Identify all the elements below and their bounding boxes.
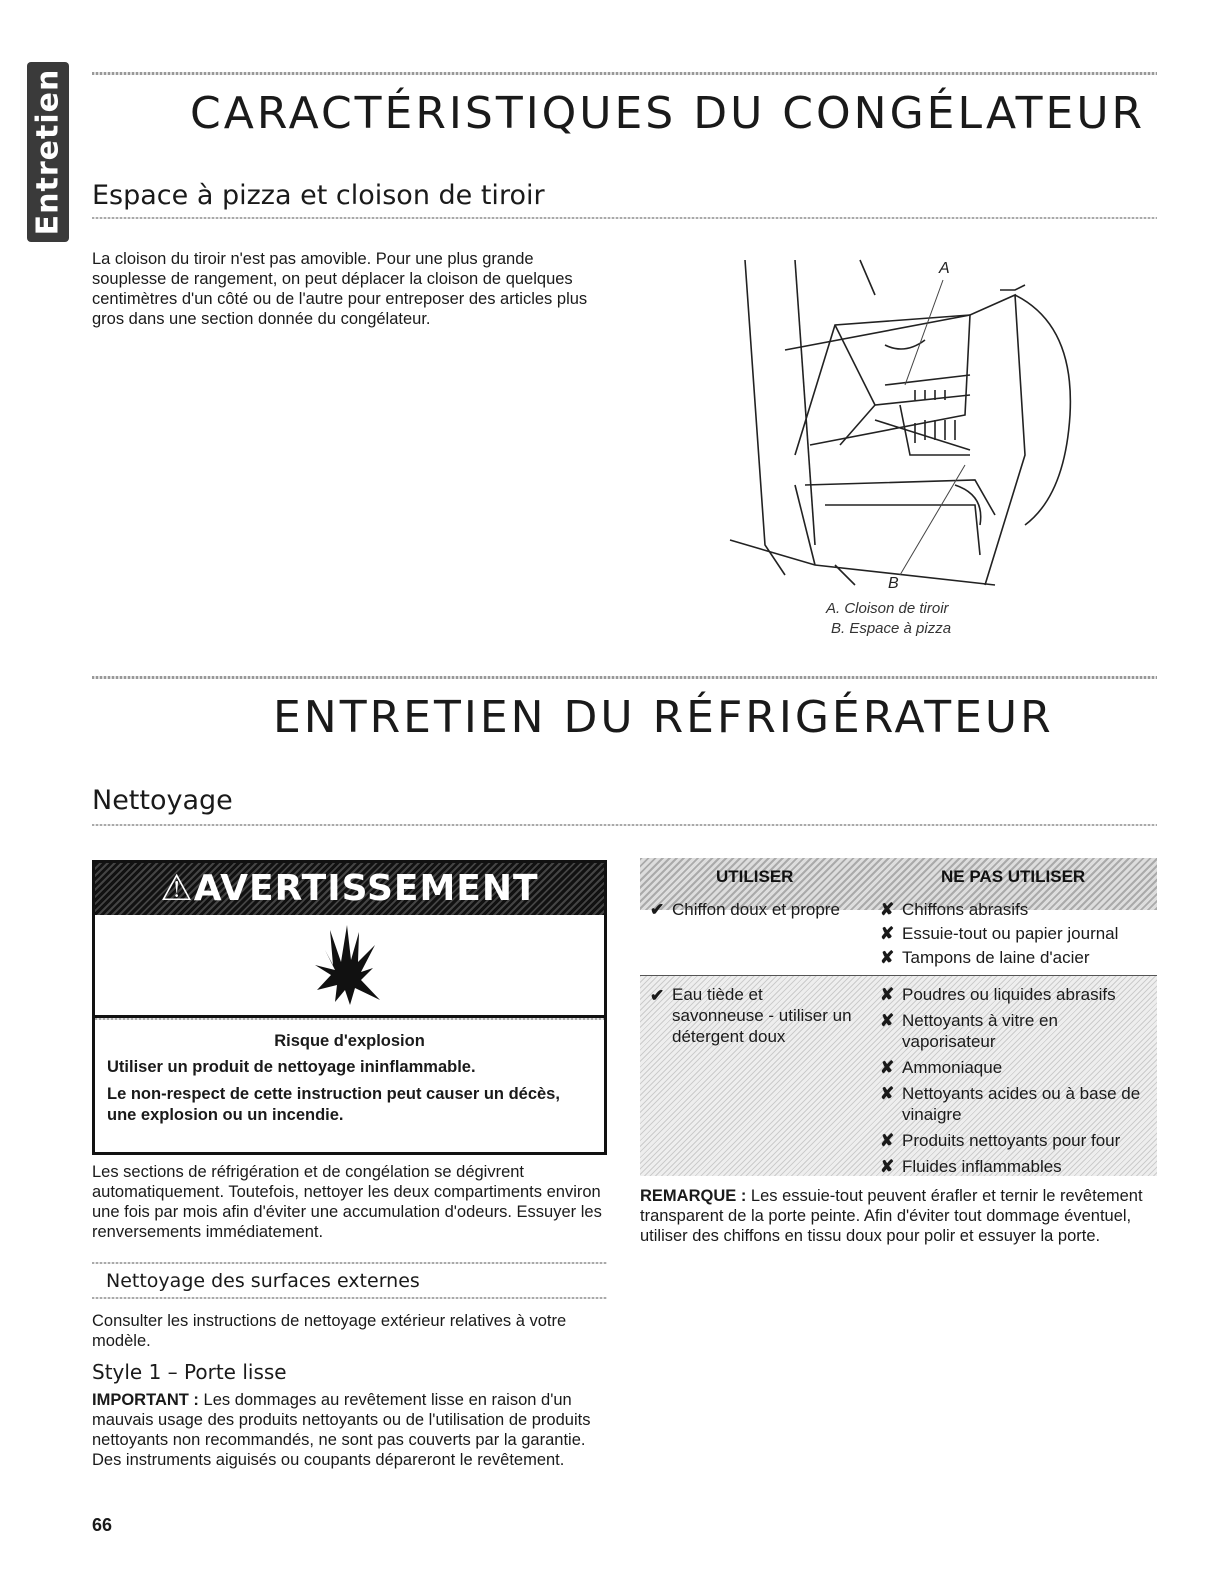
- section2-title: ENTRETIEN DU RÉFRIGÉRATEUR: [273, 692, 1054, 743]
- important-paragraph: [92, 1390, 607, 1470]
- use-row-2: ✔ Eau tiède et savonneuse - utiliser un détergent doux: [650, 985, 852, 1046]
- list-item: ✘ Tampons de laine d'acier: [880, 946, 1150, 970]
- explosion-icon: [295, 920, 405, 1010]
- figure-label-b: B: [888, 575, 899, 592]
- top-rule: [92, 72, 1157, 75]
- warning-box: [92, 860, 607, 1155]
- list-item: ✘ Poudres ou liquides abrasifs: [880, 985, 1116, 1004]
- check-icon: ✔: [650, 900, 665, 919]
- cross-icon: ✘: [880, 1058, 895, 1077]
- section1-subtitle: Espace à pizza et cloison de tiroir: [92, 180, 545, 211]
- external-rule-top: [92, 1262, 607, 1264]
- section2-rule: [92, 676, 1157, 679]
- figure-caption-a: A. Cloison de tiroir: [826, 600, 949, 617]
- style1-heading: Style 1 – Porte lisse: [92, 1360, 287, 1384]
- warning-line2: Le non-respect de cette instruction peut causer un décès, une explosion ou un incendie.: [107, 1085, 560, 1124]
- column-dont-use: NE PAS UTILISER: [941, 867, 1086, 886]
- section-side-tab: [27, 62, 69, 242]
- section2-subtitle: Nettoyage: [92, 785, 233, 816]
- warning-triangle-icon: ⚠: [160, 868, 194, 909]
- use-row-1: ✔ Chiffon doux et propre: [650, 898, 840, 922]
- list-item: ✘ Nettoyants acides ou à base de vinaigre: [880, 1084, 1141, 1124]
- column-use: UTILISER: [716, 867, 794, 886]
- cross-icon: ✘: [880, 924, 895, 943]
- page-number: 66: [92, 1515, 113, 1535]
- list-item: ✘ Chiffons abrasifs: [880, 898, 1150, 922]
- list-item: ✘ Essuie-tout ou papier journal: [880, 922, 1150, 946]
- external-cleaning-heading: Nettoyage des surfaces externes: [106, 1270, 420, 1292]
- remark-paragraph: [640, 1186, 1157, 1246]
- cross-icon: ✘: [880, 948, 895, 967]
- subtitle-rule: [92, 217, 1157, 219]
- warning-risk: Risque d'explosion: [274, 1032, 425, 1050]
- cross-icon: ✘: [880, 1131, 895, 1150]
- remark-text: Les essuie-tout peuvent érafler et ternir le revêtement transparent de la porte peinte. Afin d'éviter tout dommage éventuel, utiliser des chiffons en tissu doux pour polir et essuyer la porte.: [640, 1187, 1143, 1245]
- cross-icon: ✘: [880, 900, 895, 919]
- dont-list-2: [880, 984, 1150, 1177]
- dont-list-1: [880, 898, 1150, 970]
- figure-label-a: A: [939, 260, 950, 277]
- cross-icon: ✘: [880, 1011, 895, 1030]
- list-item: ✘ Ammoniaque: [880, 1058, 1003, 1077]
- section1-title: CARACTÉRISTIQUES DU CONGÉLATEUR: [190, 88, 1146, 139]
- list-item: ✘ Nettoyants à vitre en vaporisateur: [880, 1011, 1058, 1051]
- cross-icon: ✘: [880, 985, 895, 1004]
- important-label: IMPORTANT :: [92, 1391, 199, 1409]
- freezer-drawer-illustration: [725, 255, 1085, 600]
- list-item: ✘ Produits nettoyants pour four: [880, 1131, 1121, 1150]
- side-tab-label: Entretien: [30, 68, 66, 236]
- check-icon: ✔: [650, 986, 665, 1005]
- external-paragraph: Consulter les instructions de nettoyage extérieur relatives à votre modèle.: [92, 1312, 567, 1350]
- warning-header: ⚠AVERTISSEMENT: [95, 863, 604, 915]
- remark-label: REMARQUE :: [640, 1187, 747, 1205]
- important-text: Les dommages au revêtement lisse en raison d'un mauvais usage des produits nettoyants ou de l'utilisation de produits nettoyants non recommandés, ne sont pas couverts par la garantie. Des instruments aiguisés ou coupants dépareront le revêtement.: [92, 1391, 591, 1469]
- nettoyage-rule: [92, 824, 1157, 826]
- list-item: ✘ Fluides inflammables: [880, 1157, 1062, 1176]
- cross-icon: ✘: [880, 1157, 895, 1176]
- cross-icon: ✘: [880, 1084, 895, 1103]
- external-rule-bottom: [92, 1297, 607, 1299]
- defrost-paragraph: Les sections de réfrigération et de congélation se dégivrent automatiquement. Toutefois, nettoyer les deux compartiments environ une fois par mois afin d'éviter une accumulation d'odeurs. Essuyer les renversements immédiatement.: [92, 1163, 602, 1241]
- warning-line1: Utiliser un produit de nettoyage ininflammable.: [107, 1058, 476, 1076]
- section1-paragraph: La cloison du tiroir n'est pas amovible. Pour une plus grande souplesse de rangement, on peut déplacer la cloison de quelques centimètres d'un côté ou de l'autre pour entreposer des articles plus gros dans une section donnée du congélateur.: [92, 250, 588, 328]
- warning-icon-area: [95, 915, 604, 1018]
- figure-caption-b: B. Espace à pizza: [831, 620, 952, 637]
